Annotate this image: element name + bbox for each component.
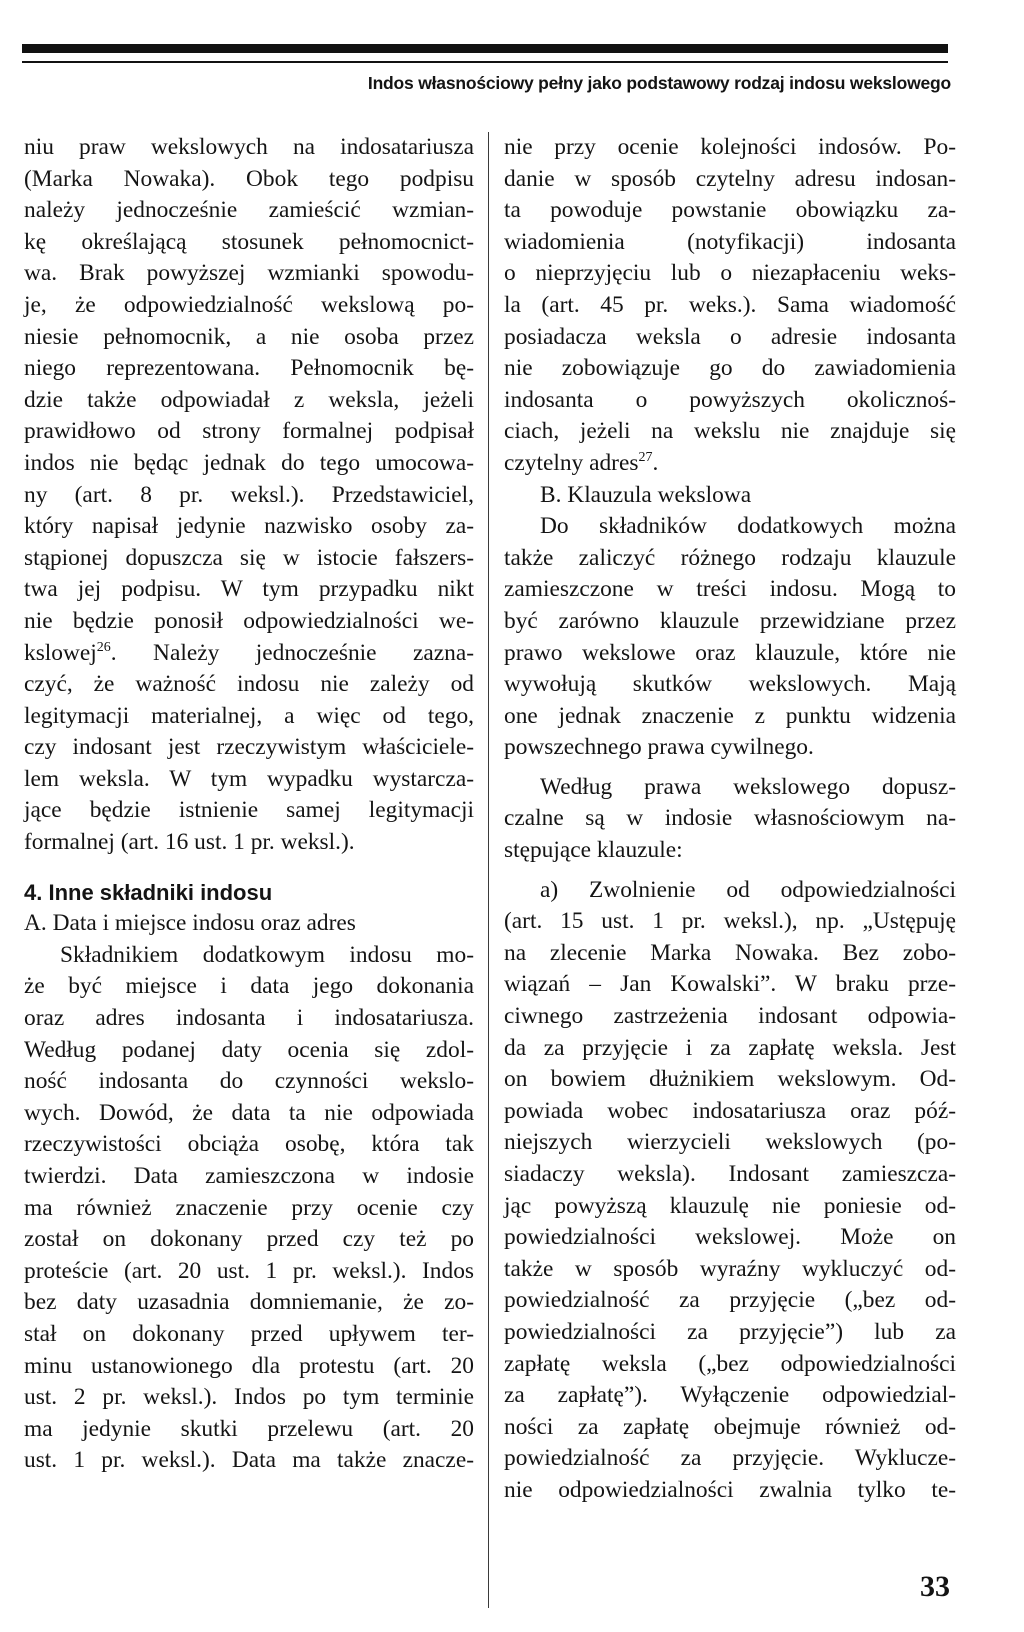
text-line: o nieprzyjęciu lub o niezapłaceniu weks- bbox=[504, 260, 956, 287]
text-line: prawidłowo od strony formalnej podpisał bbox=[24, 418, 474, 445]
text-line: Do składników dodatkowych można bbox=[540, 513, 956, 540]
text-line: należy jednocześnie zamieścić wzmian- bbox=[24, 197, 474, 224]
text-line: zamieszczone w treści indosu. Mogą to bbox=[504, 576, 956, 603]
text-line: Według podanej daty ocenia się zdol- bbox=[24, 1036, 474, 1063]
text-line: oraz adres indosanta i indosatariusza. bbox=[24, 1005, 474, 1032]
left-column bbox=[24, 132, 474, 1477]
text-line: je, że odpowiedzialność wekslową po- bbox=[24, 291, 474, 318]
text-line: a) Zwolnienie od odpowiedzialności bbox=[540, 876, 956, 903]
running-title: Indos własnościowy pełny jako podstawowy rodzaj indosu wekslowego bbox=[367, 73, 951, 93]
text-line: stał on dokonany przed upływem ter- bbox=[24, 1320, 474, 1347]
footnote-ref-26: 26 bbox=[96, 639, 111, 655]
text-line: także w sposób wyraźny wykluczyć od- bbox=[504, 1255, 956, 1282]
text-line: ności za zapłatę obejmuje również od- bbox=[504, 1413, 956, 1440]
text-line: czyć, że ważność indosu nie zależy od bbox=[24, 671, 474, 698]
text-line: nie przy ocenie kolejności indosów. Po- bbox=[504, 134, 956, 160]
text-line: ta powoduje powstanie obowiązku za- bbox=[504, 197, 956, 224]
text-line: nie odpowiedzialności zwalnia tylko te- bbox=[504, 1476, 956, 1503]
text-line: jąc powyższą klauzulę nie poniesie od- bbox=[504, 1192, 956, 1219]
text-line: on bowiem dłużnikiem wekslowym. Od- bbox=[504, 1066, 956, 1093]
text-line: nie będzie ponosił odpowiedzialności we- bbox=[24, 607, 474, 634]
text-line: za zapłatę”). Wyłączenie odpowiedzial- bbox=[504, 1382, 956, 1409]
text-line: ność indosanta do czynności wekslo- bbox=[24, 1068, 474, 1095]
text-line: ust. 1 pr. weksl.). Data ma także znacze- bbox=[24, 1447, 474, 1474]
text-line: wiadomienia (notyfikacji) indosanta bbox=[504, 228, 956, 255]
text-line: ma jedynie skutki przelewu (art. 20 bbox=[24, 1415, 474, 1442]
text-line: być zarówno klauzule przewidziane przez bbox=[504, 607, 956, 634]
text-line: la (art. 45 pr. weks.). Sama wiadomość bbox=[504, 291, 956, 318]
text-line: powiedzialność za przyjęcie („bez od- bbox=[504, 1287, 956, 1314]
text-line: kę określającą stosunek pełnomocnict- bbox=[24, 228, 474, 255]
text-line: ust. 2 pr. weksl.). Indos po tym terminie bbox=[24, 1384, 474, 1411]
text-line: powiedzialności za przyjęcie”) lub za bbox=[504, 1318, 956, 1345]
text-line: indos nie będąc jednak do tego umocowa- bbox=[24, 449, 474, 476]
text-line: powiada wobec indosatariusza oraz póź- bbox=[504, 1097, 956, 1124]
text-line: powszechnego prawa cywilnego. bbox=[504, 734, 814, 761]
text-line: proteście (art. 20 ust. 1 pr. weksl.). Indos bbox=[24, 1257, 474, 1284]
text-line: niejszych wierzycieli wekslowych (po- bbox=[504, 1129, 956, 1156]
text-line: danie w sposób czytelny adresu indosan- bbox=[504, 165, 956, 192]
text-line: stąpionej dopuszcza się w istocie fałszers- bbox=[24, 544, 474, 571]
section-heading: 4. Inne składniki indosu bbox=[24, 879, 273, 905]
text-line: który napisał jedynie nazwisko osoby za- bbox=[24, 513, 474, 540]
text-line: nie zobowiązuje go do zawiadomienia bbox=[504, 355, 956, 382]
text-line: wych. Dowód, że data ta nie odpowiada bbox=[24, 1099, 474, 1126]
text-line: one jednak znaczenie z punktu widzenia bbox=[504, 702, 956, 729]
text-line: twa jej podpisu. W tym przypadku nikt bbox=[24, 576, 474, 603]
text-line: na zlecenie Marka Nowaka. Bez zobo- bbox=[504, 939, 956, 966]
subsection-heading-b: B. Klauzula wekslowa bbox=[540, 481, 752, 508]
text-line: posiadacza weksla o adresie indosanta bbox=[504, 323, 956, 350]
text-line-footnote bbox=[504, 448, 956, 480]
text-fragment: . Należy jednocześnie zazna- bbox=[110, 639, 474, 666]
text-line: ma również znaczenie przy ocenie czy bbox=[24, 1194, 474, 1221]
text-line: także zaliczyć różnego rodzaju klauzule bbox=[504, 544, 956, 571]
text-line: został on dokonany przed czy też po bbox=[24, 1226, 474, 1253]
page-number: 33 bbox=[920, 1570, 950, 1603]
subsection-heading-a: A. Data i miejsce indosu oraz adres bbox=[24, 910, 356, 937]
text-line: jące będzie istnienie samej legitymacji bbox=[24, 797, 474, 824]
column-divider bbox=[488, 132, 489, 1608]
text-line-footnote bbox=[24, 638, 474, 670]
text-fragment: . bbox=[652, 449, 659, 476]
text-line: ny (art. 8 pr. weksl.). Przedstawiciel, bbox=[24, 481, 474, 508]
text-fragment: kslowej bbox=[24, 639, 97, 666]
text-line: legitymacji materialnej, a więc od tego, bbox=[24, 702, 474, 729]
text-line: zapłatę weksla („bez odpowiedzialności bbox=[504, 1350, 956, 1377]
text-line: bez daty uzasadnia domniemanie, że zo- bbox=[24, 1289, 474, 1316]
text-line: prawo wekslowe oraz klauzule, które nie bbox=[504, 639, 956, 666]
text-line: ciwnego zastrzeżenia indosant odpowia- bbox=[504, 1003, 956, 1030]
text-line: Według prawa wekslowego dopusz- bbox=[540, 773, 956, 800]
text-line: rzeczywistości obciąża osobę, która tak bbox=[24, 1131, 474, 1158]
text-line: minu ustanowionego dla protestu (art. 20 bbox=[24, 1352, 474, 1379]
header-rule-thick bbox=[22, 44, 948, 53]
text-line: stępujące klauzule: bbox=[504, 837, 683, 864]
right-column bbox=[504, 132, 956, 1507]
text-line: wa. Brak powyższej wzmianki spowodu- bbox=[24, 260, 474, 287]
text-line: ciach, jeżeli na wekslu nie znajduje się bbox=[504, 418, 956, 445]
header-rule-thin bbox=[22, 61, 948, 63]
text-line: twierdzi. Data zamieszczona w indosie bbox=[24, 1163, 474, 1189]
text-line: Składnikiem dodatkowym indosu mo- bbox=[60, 941, 474, 968]
text-line: czy indosant jest rzeczywistym właściciele- bbox=[24, 734, 474, 761]
text-line: wywołują skutków wekslowych. Mają bbox=[504, 671, 956, 698]
text-line: czalne są w indosie własnościowym na- bbox=[504, 805, 956, 832]
footnote-ref-27: 27 bbox=[638, 449, 653, 465]
text-line: że być miejsce i data jego dokonania bbox=[24, 973, 474, 1000]
text-line: da za przyjęcie i za zapłatę weksla. Jest bbox=[504, 1034, 956, 1061]
text-line: (Marka Nowaka). Obok tego podpisu bbox=[24, 165, 474, 192]
text-line: niego reprezentowana. Pełnomocnik bę- bbox=[24, 355, 474, 382]
text-line: dzie także odpowiadał z weksla, jeżeli bbox=[24, 386, 474, 413]
text-line: lem weksla. W tym wypadku wystarcza- bbox=[24, 765, 474, 792]
text-line: indosanta o powyższych okolicznoś- bbox=[504, 386, 956, 413]
text-fragment: czytelny adres bbox=[504, 449, 639, 476]
text-line: powiedzialności wekslowej. Może on bbox=[504, 1224, 956, 1251]
text-line: niesie pełnomocnik, a nie osoba przez bbox=[24, 323, 474, 350]
text-line: (art. 15 ust. 1 pr. weksl.), np. „Ustępuję bbox=[504, 908, 956, 935]
text-line: niu praw wekslowych na indosatariusza bbox=[24, 134, 474, 160]
text-line: siadaczy weksla). Indosant zamieszcza- bbox=[504, 1161, 956, 1187]
text-line: powiedzialność za przyjęcie. Wyklucze- bbox=[504, 1445, 956, 1472]
text-line: wiązań – Jan Kowalski”. W braku prze- bbox=[504, 971, 956, 998]
text-line: formalnej (art. 16 ust. 1 pr. weksl.). bbox=[24, 829, 355, 856]
